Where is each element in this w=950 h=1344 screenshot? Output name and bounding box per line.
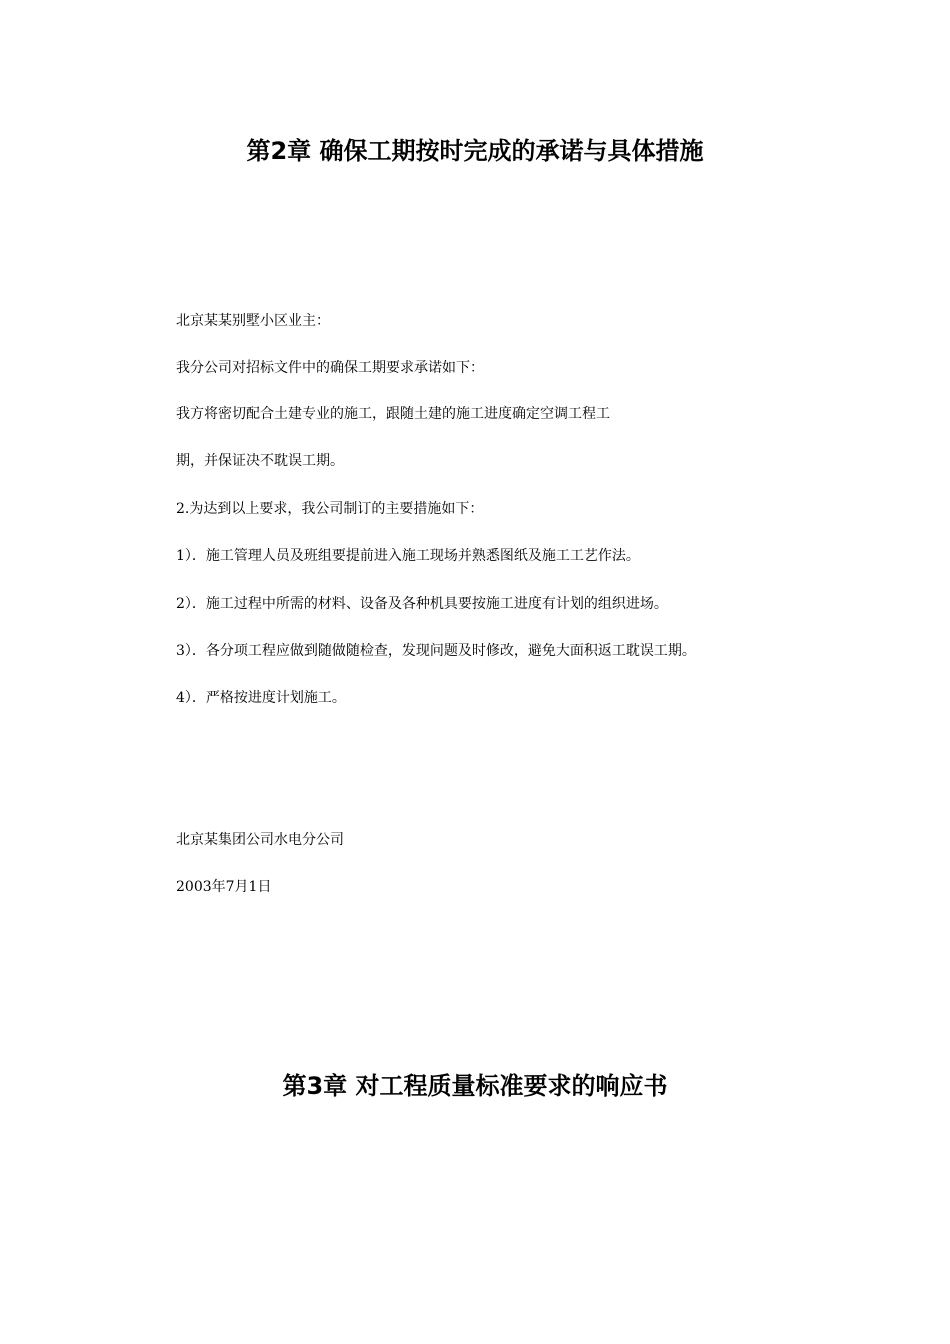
- signature-date: 2003年7月1日: [176, 879, 272, 895]
- chapter-3-title: 第3章 对工程质量标准要求的响应书: [282, 1072, 668, 1100]
- letter-line-1: 我分公司对招标文件中的确保工期要求承诺如下：: [176, 360, 484, 376]
- measure-item-3: 3）．各分项工程应做到随做随检查，发现问题及时修改，避免大面积返工耽误工期。: [176, 643, 696, 659]
- letter-line-4: 2.为达到以上要求，我公司制订的主要措施如下：: [176, 501, 484, 517]
- letter-line-2: 我方将密切配合土建专业的施工，跟随土建的施工进度确定空调工程工: [176, 406, 610, 422]
- letter-salutation: 北京某某别墅小区业主：: [176, 313, 330, 329]
- signature-company: 北京某集团公司水电分公司: [176, 832, 344, 848]
- chapter-2-title: 第2章 确保工期按时完成的承诺与具体措施: [246, 137, 704, 165]
- letter-line-3: 期，并保证决不耽误工期。: [176, 453, 344, 469]
- measure-item-2: 2）．施工过程中所需的材料、设备及各种机具要按施工进度有计划的组织进场。: [176, 596, 668, 612]
- measure-item-4: 4）．严格按进度计划施工。: [176, 690, 346, 706]
- measure-item-1: 1）．施工管理人员及班组要提前进入施工现场并熟悉图纸及施工工艺作法。: [176, 548, 640, 564]
